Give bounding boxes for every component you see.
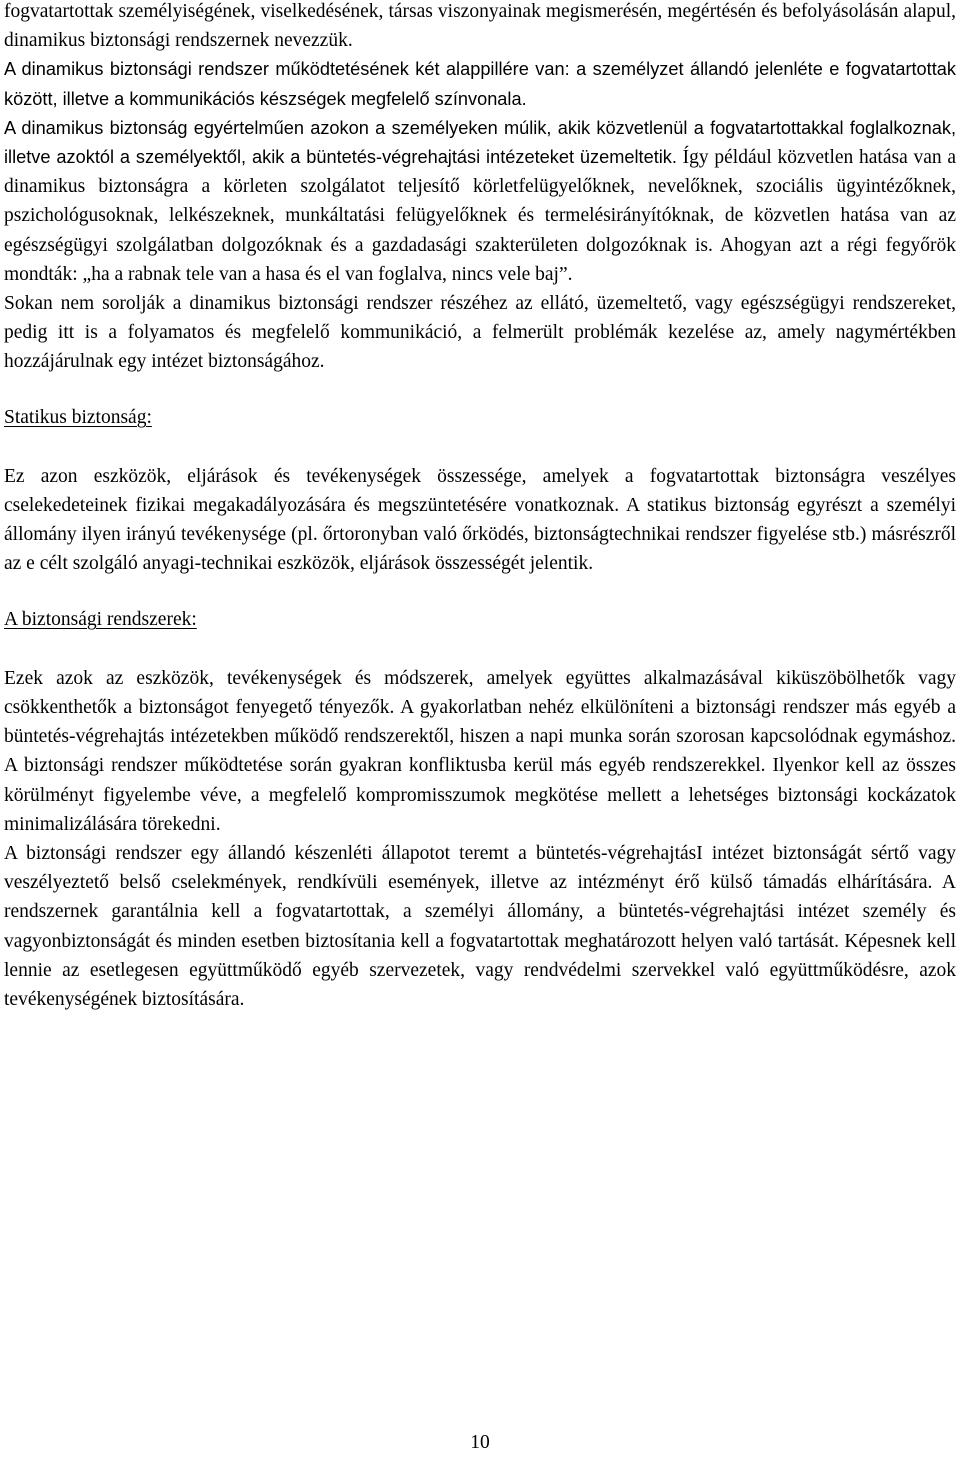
heading-static-security: Statikus biztonság: bbox=[4, 406, 152, 428]
page-number: 10 bbox=[470, 1432, 490, 1453]
paragraph-security-systems-1: Ezek azok az eszközök, tevékenységek és módszerek, amelyek együttes alkalmazásával kiküszöbölhetők vagy csökkenthetők a biztonságot fenyegető tényezők. A gyakorlatban nehéz elkülöníteni a biztonsági rendszer más egyéb a büntetés-végrehajtás intézetekben működő rendszerektől, hiszen a napi munka során szorosan kapcsolódnak egymáshoz. A biztonsági rendszer működtetése során gyakran konfliktusba kerül más egyéb rendszerekkel. Ilyenkor kell az összes körülményt figyelembe véve, a megfelelő kompromisszumok megkötése mellett a lehetséges biztonsági kockázatok minimalizálására törekedni. bbox=[4, 667, 956, 835]
paragraph-static-security: Ez azon eszközök, eljárások és tevékenységek összessége, amelyek a fogvatartottak biztonságra veszélyes cselekedeteinek fizikai megakadályozására és megszüntetésére vonatkoznak. A statikus biztonság egyrészt a személyi állomány ilyen irányú tevékenysége (pl. őrtoronyban való őrködés, biztonságtechnikai rendszer figyelése stb.) másrészről az e célt szolgáló anyagi-technikai eszközök, eljárások összességét jelentik. bbox=[4, 465, 956, 575]
dynamic-personnel-serif-text: Így például közvetlen hatása van a dinamikus biztonságra a körleten szolgálatot teljesítő körletfelügyelőknek, nevelőknek, szociális ügyintézőknek, pszichológusoknak, lelkészeknek, munkáltatási felügyelőknek és termelésirányítóknak, de közvetlen hatása van az egészségügyi szolgálatban dolgozóknak és a gazdadasági szakterületen dolgozóknak is. Ahogyan azt a régi fegyőrök mondták: „ha a rabnak tele van a hasa és el van foglalva, nincs vele baj”. bbox=[4, 147, 956, 285]
paragraph-intro: fogvatartottak személyiségének, viselkedésének, társas viszonyainak megismerésén, megértésén és befolyásolásán alapul, dinamikus biztonsági rendszernek nevezzük. bbox=[4, 1, 956, 52]
paragraph-security-systems-2: A biztonsági rendszer egy állandó készenléti állapotot teremt a büntetés-végrehajtásI intézet biztonságát sértő vagy veszélyeztető belső cselekmények, rendkívüli események, illetve az intézményt érő külső támadás elhárítására. A rendszernek garantálnia kell a fogvatartottak, a személyi állomány, a büntetés-végrehajtási intézet személy és vagyonbiztonságát és minden esetben biztosítania kell a fogvatartottak meghatározott helyen való tartását. Képesnek kell lennie az esetlegesen együttműködő egyéb szervezetek, vagy rendvédelmi szervekkel való együttműködésre, azok tevékenységének biztosítására. bbox=[4, 843, 956, 1011]
document-page bbox=[4, 0, 956, 1014]
heading-security-systems: A biztonsági rendszerek: bbox=[4, 608, 197, 630]
paragraph-dynamic-personnel bbox=[4, 114, 956, 289]
dynamic-personnel-sans-text: A dinamikus biztonság egyértelműen azokon a személyeken múlik, akik közvetlenül a fogvatartottakkal foglalkoznak, illetve azoktól a személyektől, akik a büntetés-végrehajtási intézeteket üzemeltetik. bbox=[4, 117, 956, 168]
paragraph-other-systems: Sokan nem sorolják a dinamikus biztonsági rendszer részéhez az ellátó, üzemeltető, vagy egészségügyi rendszereket, pedig itt is a folyamatos és megfelelő kommunikáció, a felmerült problémák kezelése az, amely nagymértékben hozzájárulnak egy intézet biztonságához. bbox=[4, 293, 956, 373]
paragraph-dynamic-pillars: A dinamikus biztonsági rendszer működtetésének két alappillére van: a személyzet állandó jelenléte e fogvatartottak között, illetve a kommunikációs készségek megfelelő színvonala. bbox=[4, 59, 956, 109]
